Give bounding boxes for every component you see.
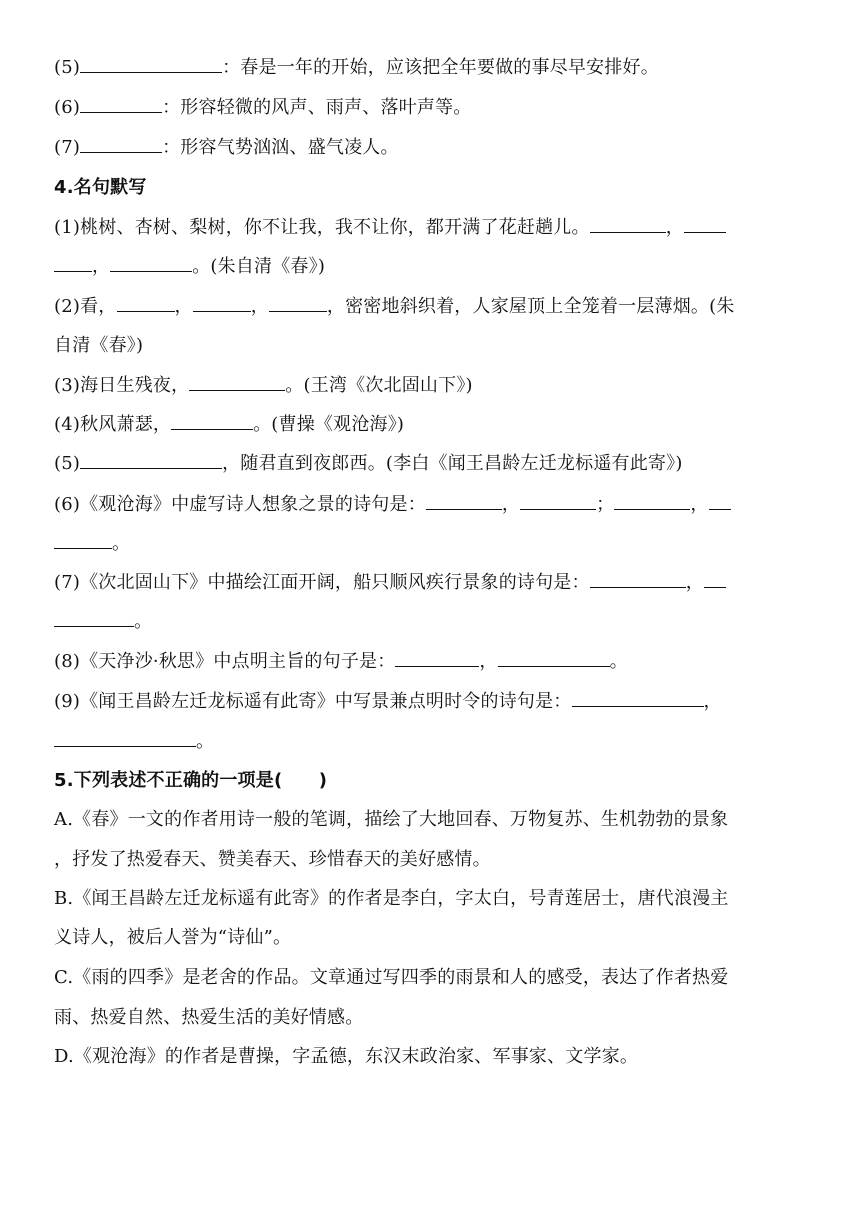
question-4-6 — [54, 493, 814, 517]
source-citation: 自清《春》) — [54, 335, 144, 356]
answer-blank[interactable] — [590, 571, 686, 588]
answer-blank[interactable] — [193, 295, 251, 312]
separator: ， — [174, 296, 193, 317]
separator: ， — [479, 651, 498, 672]
separator: ， — [250, 296, 269, 317]
source-citation: 。(王湾《次北固山下》) — [285, 375, 473, 396]
answer-blank[interactable] — [426, 493, 502, 510]
option-b-cont: 义诗人，被后人誉为“诗仙”。 — [54, 927, 292, 948]
answer-blank[interactable] — [80, 452, 222, 469]
item-number: (6) — [54, 97, 81, 118]
separator: ， — [501, 494, 521, 515]
answer-blank[interactable] — [572, 690, 704, 707]
question-4-7-cont — [54, 610, 814, 634]
answer-blank[interactable] — [117, 295, 175, 312]
idiom-item-6 — [54, 96, 814, 120]
section-4-title: 4.名句默写 — [54, 177, 147, 198]
source-citation: 。(曹操《观沧海》) — [253, 414, 405, 435]
question-text: (2)看， — [54, 296, 117, 317]
answer-blank[interactable] — [189, 374, 285, 391]
separator: ， — [703, 691, 722, 712]
idiom-definition: ：春是一年的开始，应该把全年要做的事尽早安排好。 — [222, 57, 659, 78]
question-4-9-cont — [54, 730, 814, 754]
question-4-5 — [54, 452, 814, 476]
punctuation: 。 — [134, 611, 153, 632]
answer-blank[interactable] — [614, 493, 690, 510]
answer-blank[interactable] — [80, 136, 162, 153]
answer-blank[interactable] — [110, 255, 192, 272]
answer-blank[interactable] — [80, 96, 162, 113]
punctuation: 。 — [112, 533, 131, 554]
question-4-2-cont — [54, 334, 814, 358]
answer-blank[interactable] — [709, 493, 731, 510]
idiom-item-5 — [54, 56, 814, 80]
question-4-7 — [54, 571, 814, 595]
idiom-definition: ：形容气势汹汹、盛气凌人。 — [162, 137, 399, 158]
separator: ， — [690, 494, 709, 515]
answer-blank[interactable] — [80, 56, 222, 73]
idiom-definition: ：形容轻微的风声、雨声、落叶声等。 — [162, 97, 472, 118]
option-a-cont: ，抒发了热爱春天、赞美春天、珍惜春天的美好感情。 — [54, 849, 491, 870]
option-c-cont: 雨、热爱自然、热爱生活的美好情感。 — [54, 1007, 364, 1028]
item-number: (5) — [54, 57, 81, 78]
separator: ， — [92, 256, 111, 277]
question-4-2 — [54, 295, 814, 319]
question-text: (9)《闻王昌龄左迁龙标遥有此寄》中写景兼点明时令的诗句是： — [54, 691, 572, 712]
question-text: (8)《天净沙·秋思》中点明主旨的句子是： — [54, 651, 396, 672]
separator: ， — [685, 572, 704, 593]
question-text: (7)《次北固山下》中描绘江面开阔，船只顺风疾行景象的诗句是： — [54, 572, 590, 593]
question-4-1 — [54, 216, 814, 240]
punctuation: 。 — [609, 651, 628, 672]
item-number: (7) — [54, 137, 81, 158]
answer-blank[interactable] — [684, 216, 726, 233]
answer-blank[interactable] — [54, 532, 112, 549]
answer-blank[interactable] — [54, 610, 134, 627]
question-text: (3)海日生残夜， — [54, 375, 190, 396]
source-citation: 。(朱自清《春》) — [192, 256, 326, 277]
option-a: A.《春》一文的作者用诗一般的笔调，描绘了大地回春、万物复苏、生机勃勃的景象 — [54, 809, 729, 830]
question-4-1-cont — [54, 255, 814, 279]
question-4-4 — [54, 413, 814, 437]
question-text: ，密密地斜织着，人家屋顶上全笼着一层薄烟。(朱 — [326, 296, 735, 317]
option-b: B.《闻王昌龄左迁龙标遥有此寄》的作者是李白，字太白，号青莲居士，唐代浪漫主 — [54, 888, 729, 909]
punctuation: 。 — [196, 731, 215, 752]
answer-blank[interactable] — [269, 295, 327, 312]
answer-blank[interactable] — [590, 216, 666, 233]
question-4-6-cont — [54, 532, 814, 556]
answer-blank[interactable] — [54, 255, 92, 272]
answer-blank[interactable] — [704, 571, 726, 588]
question-4-3 — [54, 374, 814, 398]
option-d: D.《观沧海》的作者是曹操，字孟德，东汉末政治家、军事家、文学家。 — [54, 1046, 639, 1067]
separator: ， — [665, 217, 684, 238]
item-number: (5) — [54, 453, 81, 474]
answer-blank[interactable] — [54, 730, 196, 747]
source-citation: ，随君直到夜郎西。(李白《闻王昌龄左迁龙标遥有此寄》) — [222, 453, 683, 474]
question-4-8 — [54, 650, 814, 674]
separator: ； — [596, 494, 615, 515]
answer-blank[interactable] — [498, 650, 610, 667]
answer-blank[interactable] — [520, 493, 596, 510]
question-text: (1)桃树、杏树、梨树，你不让我，我不让你，都开满了花赶趟儿。 — [54, 217, 590, 238]
section-5-title: 5.下列表述不正确的一项是( ) — [54, 770, 328, 791]
answer-blank[interactable] — [395, 650, 479, 667]
answer-blank[interactable] — [171, 413, 253, 430]
question-text: (6)《观沧海》中虚写诗人想象之景的诗句是： — [54, 494, 426, 515]
question-4-9 — [54, 690, 814, 714]
option-c: C.《雨的四季》是老舍的作品。文章通过写四季的雨景和人的感受，表达了作者热爱 — [54, 967, 729, 988]
question-text: (4)秋风萧瑟， — [54, 414, 172, 435]
idiom-item-7 — [54, 136, 814, 160]
